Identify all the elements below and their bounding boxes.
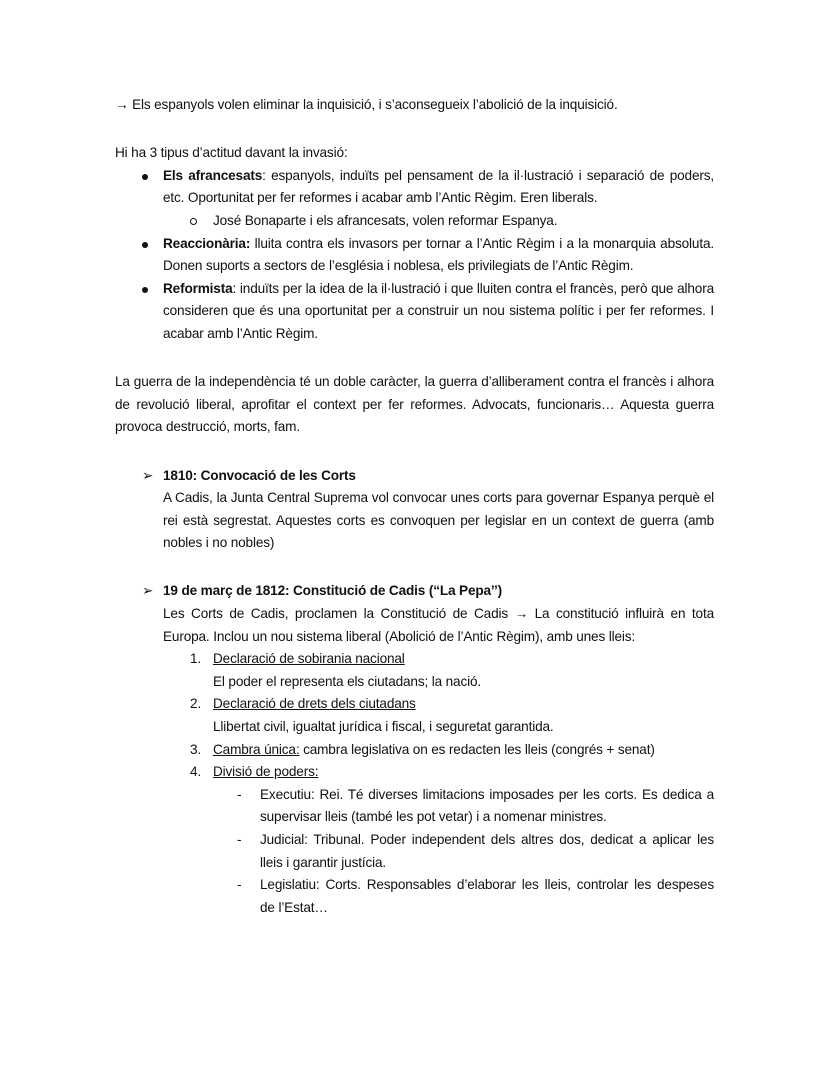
attitude-item <box>115 165 714 210</box>
attitude-subitem <box>115 210 714 233</box>
dash-bullet-icon: - <box>237 877 242 893</box>
document-page <box>115 94 714 919</box>
bullet-icon <box>142 278 148 301</box>
law-item <box>115 648 714 671</box>
law-detail: El poder el representa els ciutadans; la nació. <box>213 673 482 689</box>
section-heading <box>115 465 714 488</box>
hollow-bullet-icon <box>190 210 197 233</box>
law-item <box>115 739 714 762</box>
list-number: 3. <box>190 741 202 757</box>
law-detail: Llibertat civil, igualtat jurídica i fiscal, i seguretat garantida. <box>213 719 554 735</box>
arrow-bullet-icon: ➢ <box>142 467 154 483</box>
attitude-term: Reformista <box>163 280 233 296</box>
arrow-bullet-icon: ➢ <box>142 583 154 599</box>
list-number: 1. <box>190 651 202 667</box>
power-text: Executiu: Rei. Té diverses limitacions imposades per les corts. Es dedica a supervisar lleis (també les pot vetar) i a nomenar ministres. <box>260 786 714 825</box>
dash-bullet-icon: - <box>237 832 242 847</box>
attitude-item <box>115 278 714 346</box>
law-title: Declaració de drets dels ciutadans <box>213 696 416 712</box>
power-text: Legislatiu: Corts. Responsables d’elaborar les lleis, controlar les despeses de l’Estat… <box>260 877 714 915</box>
attitude-term: Reaccionària: <box>163 235 251 251</box>
war-paragraph: La guerra de la independència té un doble caràcter, la guerra d’alliberament contra el francès i alhora de revolució liberal, aprofitar el context per fer reformes. Advocats, funcionaris… Aquesta guerra provoca destrucció, morts, fam. <box>115 374 714 435</box>
subitem-text: José Bonaparte i els afrancesats, volen reformar Espanya. <box>213 212 558 228</box>
separator: : <box>232 280 237 296</box>
bullet-icon <box>142 165 148 188</box>
section-text: Les Corts de Cadis, proclamen la Constitució de Cadis → La constitució influirà en tota Europa. Inclou un nou sistema liberal (Abolició de l’Antic Règim), amb unes lleis: <box>163 606 714 644</box>
section-text: A Cadis, la Junta Central Suprema vol convocar unes corts para governar Espanya perquè el rei està segrestat. Aquestes corts es convoquen per legislar en un context de guerra (amb nobles i no nobles) <box>163 490 714 551</box>
bullet-icon <box>142 233 148 256</box>
attitude-term: Els afrancesats <box>163 167 263 183</box>
attitude-item <box>115 233 714 278</box>
attitudes-intro: Hi ha 3 tipus d’actitud davant la invasió: <box>115 145 348 161</box>
section-title: 19 de març de 1812: Constitució de Cadis (“La Pepa’’) <box>163 583 503 599</box>
law-title: Cambra única: <box>213 741 300 757</box>
intro-line: → Els espanyols volen eliminar la inquisició, i s’aconsegueix l’abolició de la inquisició. <box>115 97 618 112</box>
list-number: 2. <box>190 696 202 712</box>
power-item <box>115 874 714 919</box>
section-heading <box>115 580 714 603</box>
law-title: Declaració de sobirania nacional <box>213 651 405 667</box>
section-title: 1810: Convocació de les Corts <box>163 467 356 483</box>
dash-bullet-icon: - <box>237 786 242 802</box>
attitude-text: induïts per la idea de la il·lustració i que lluiten contra el francès, però que alhora consideren que és una oportunitat per a construir un nou sistema polític i per fer reformes. I acabar amb l’Antic Règim. <box>163 280 714 341</box>
list-number: 4. <box>190 764 202 780</box>
attitude-text: espanyols, induïts pel pensament de la il·lustració i separació de poders, etc. Oportunitat per fer reformes i acabar amb l’Antic Règim. Eren liberals. <box>163 167 715 206</box>
power-item <box>115 784 714 829</box>
law-inline-text: cambra legislativa on es redacten les lleis (congrés + senat) <box>299 741 655 757</box>
law-item <box>115 693 714 716</box>
law-title: Divisió de poders: <box>213 764 319 780</box>
law-item <box>115 761 714 784</box>
attitude-text: lluita contra els invasors per tornar a l’Antic Règim i a la monarquia absoluta. Donen suports a sectors de l’església i noblesa, els privilegiats de l’Antic Règim. <box>163 235 714 274</box>
power-text: Judicial: Tribunal. Poder independent dels altres dos, dedicat a aplicar les lleis i garantir justícia. <box>260 832 714 870</box>
power-item <box>115 829 714 874</box>
separator: : <box>262 167 266 183</box>
